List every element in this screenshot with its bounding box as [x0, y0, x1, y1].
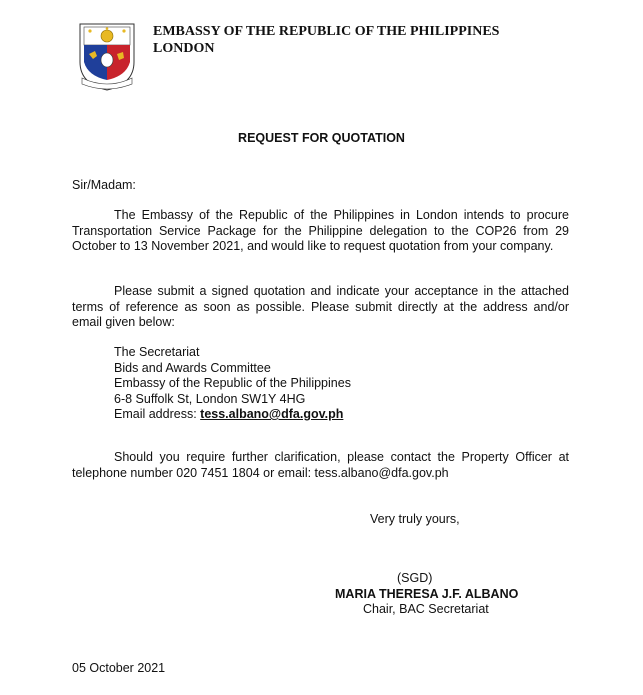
signatory-position: Chair, BAC Secretariat — [363, 602, 489, 616]
email-line — [114, 407, 351, 423]
salutation: Sir/Madam: — [72, 178, 136, 192]
document-date: 05 October 2021 — [72, 661, 166, 675]
embassy-city: LONDON — [153, 41, 215, 56]
paragraph-instructions: Please submit a signed quotation and indicate your acceptance in the attached terms of reference as soon as possible. Please submit directly at the address and/or email given below: — [72, 284, 569, 329]
address-block — [114, 345, 351, 423]
closing: Very truly yours, — [370, 512, 460, 526]
signatory-name: MARIA THERESA J.F. ALBANO — [335, 586, 519, 601]
paragraph-contact: Should you require further clarification, please contact the Property Officer at telephone number 020 7451 1804 or email: tess.albano@dfa.gov.ph — [72, 450, 569, 480]
signature-sgd: (SGD) — [397, 571, 433, 585]
address-line: Bids and Awards Committee — [114, 360, 271, 375]
address-line: Embassy of the Republic of the Philippines — [114, 376, 351, 390]
coat-of-arms-icon — [76, 18, 138, 92]
embassy-header — [153, 23, 499, 57]
address-line: The Secretariat — [114, 345, 200, 359]
document-title: REQUEST FOR QUOTATION — [238, 131, 405, 145]
embassy-seal — [76, 18, 138, 92]
embassy-name: EMBASSY OF THE REPUBLIC OF THE PHILIPPINES — [153, 24, 500, 39]
signature-block — [335, 571, 535, 618]
email-link[interactable]: tess.albano@dfa.gov.ph — [200, 407, 344, 421]
paragraph-intro: The Embassy of the Republic of the Philippines in London intends to procure Transportation Service Package for the Philippine delegation to the COP26 from 29 October to 13 November 2021, and would like to request quotation from your company. — [72, 208, 569, 253]
email-label: Email address: — [114, 407, 201, 421]
address-line: 6-8 Suffolk St, London SW1Y 4HG — [114, 391, 306, 406]
